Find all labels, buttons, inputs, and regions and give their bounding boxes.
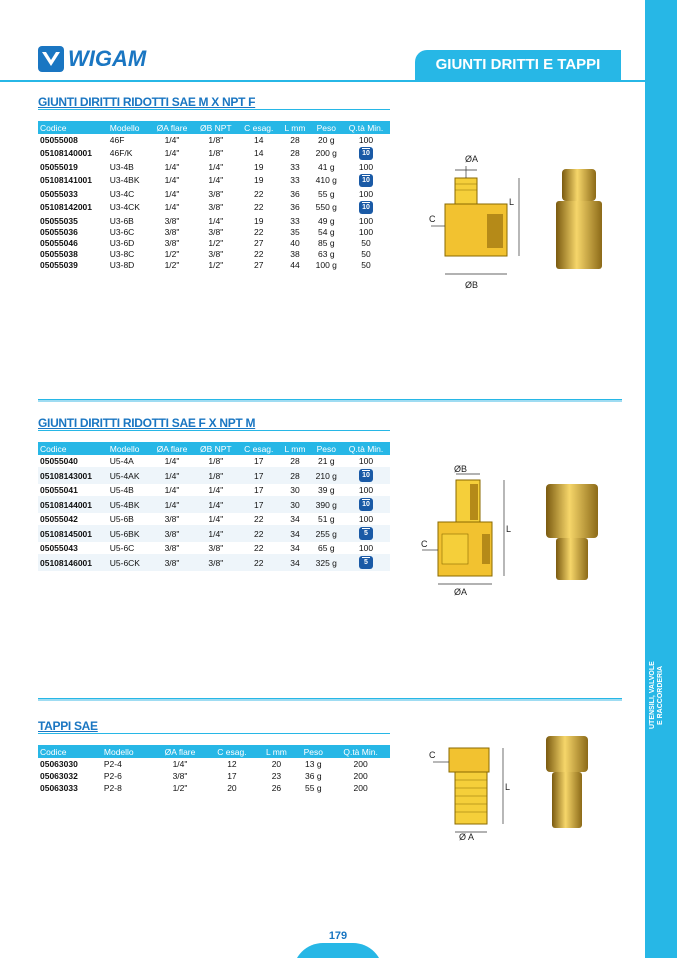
table-cell: 1/4" [208, 175, 224, 185]
column-header: L mm [279, 442, 310, 455]
product-code: 05055036 [40, 226, 78, 237]
table-cell: 410 g [315, 175, 337, 185]
product-code: 05063032 [40, 771, 78, 781]
table-cell: 54 g [318, 226, 335, 237]
brand-logo [38, 44, 146, 74]
pack-quantity-badge-cell [342, 172, 390, 188]
label-a: ØA [454, 587, 468, 597]
table-cell: 1/2" [172, 783, 188, 793]
table-cell: 21 g [318, 456, 335, 466]
column-header: Peso [311, 442, 342, 455]
table-cell: U3-4CK [109, 202, 140, 212]
label-b: ØB [454, 464, 468, 474]
table-cell: 100 [358, 514, 374, 524]
label-l: L [506, 524, 512, 534]
table-cell: P2-4 [103, 759, 122, 769]
table-cell: U3-8C [109, 248, 135, 259]
table-cell: 100 g [315, 259, 337, 270]
product-code: 05055042 [40, 514, 78, 524]
product-code: 05055046 [40, 237, 78, 248]
table-cell: 36 [290, 188, 300, 199]
table-cell: 3/8" [208, 543, 224, 553]
table-row [38, 467, 390, 484]
drawing-thread [482, 534, 490, 564]
label-a: Ø A [459, 832, 475, 842]
product-code: 05055038 [40, 248, 78, 259]
product-photo-1 [548, 165, 610, 273]
table-cell: 100 [358, 485, 374, 495]
table-row [38, 513, 390, 525]
product-code: 05108144001 [38, 496, 108, 513]
drawing-section-3 [425, 740, 525, 845]
table-cell: 200 g [315, 148, 337, 158]
table-cell: 50 [361, 237, 371, 248]
label-a: ØA [465, 154, 479, 164]
pack-badge-icon: 10 [359, 201, 373, 214]
table-cell: 22 [254, 543, 264, 553]
table-cell: P2-8 [103, 783, 122, 793]
drawing-head [449, 748, 489, 772]
table-cell: 22 [238, 554, 279, 571]
table-cell: 100 [358, 456, 374, 466]
section-title-3: TAPPI SAE [38, 719, 98, 733]
table-cell: 50 [361, 259, 371, 270]
table-cell: 1/2" [208, 237, 224, 248]
pack-badge-icon: 10 [359, 174, 373, 187]
table-cell: 28 [290, 134, 300, 145]
product-code: 05055019 [40, 161, 78, 172]
column-header: Q.tà Min. [342, 442, 390, 455]
column-header: Modello [102, 745, 154, 758]
table-cell: 1/2" [164, 248, 180, 259]
table-cell: 1/4" [208, 161, 224, 172]
table-row [38, 134, 390, 145]
pack-quantity-badge-cell [342, 525, 390, 542]
column-header: Codice [38, 442, 108, 455]
table-cell: 26 [271, 783, 282, 793]
table-cell: 3/8" [208, 226, 224, 237]
table-row [38, 525, 390, 542]
column-header: ØA flare [153, 745, 206, 758]
table-header [38, 121, 390, 134]
section-rule-1 [38, 109, 390, 110]
table-cell: 49 g [318, 215, 335, 226]
side-strip [645, 0, 677, 958]
table-cell: 34 [290, 514, 300, 524]
table-row [38, 188, 390, 199]
product-code: 05108146001 [38, 554, 108, 571]
table-cell: 63 g [318, 248, 335, 259]
table-row [38, 145, 390, 161]
column-header: L mm [257, 745, 295, 758]
product-code: 05055039 [40, 259, 78, 270]
table-cell: 27 [254, 237, 264, 248]
table-cell: 35 [290, 226, 300, 237]
section-title-2: GIUNTI DIRITTI RIDOTTI SAE F X NPT M [38, 416, 256, 430]
table-cell: 19 [254, 215, 264, 226]
product-code: 05055040 [40, 456, 78, 466]
table-cell: 200 [353, 759, 368, 769]
table-cell: 41 g [318, 161, 335, 172]
table-cell: 1/4" [164, 175, 180, 185]
table-cell: 22 [238, 525, 279, 542]
pack-badge-icon: 10 [359, 147, 373, 160]
column-header: C esag. [238, 442, 279, 455]
product-code: 05108142001 [40, 202, 93, 212]
table-cell: 46F [109, 134, 125, 145]
table-cell: 3/8" [164, 543, 180, 553]
page-tab [293, 943, 383, 958]
column-header: C esag. [238, 121, 279, 134]
table-cell: U5-4A [109, 456, 134, 466]
table-cell: 22 [254, 514, 264, 524]
product-table-3 [38, 745, 390, 794]
table-cell: 40 [290, 237, 300, 248]
table-cell: 255 g [311, 525, 342, 542]
column-header: L mm [279, 121, 310, 134]
table-cell: U5-4BK [108, 496, 151, 513]
table-cell: 17 [238, 496, 279, 513]
table-cell: U3-6B [109, 215, 134, 226]
table-cell: 1/4" [150, 467, 193, 484]
table-cell: 46F/K [109, 148, 133, 158]
column-header: Modello [108, 121, 151, 134]
table-cell: 22 [254, 226, 264, 237]
column-header: Q.tà Min. [342, 121, 390, 134]
table-cell: 22 [254, 188, 264, 199]
table-cell: 1/4" [164, 485, 180, 495]
table-cell: 28 [279, 467, 310, 484]
table-cell: 38 [290, 248, 300, 259]
table-cell: U3-4BK [109, 175, 140, 185]
table-cell: 20 [227, 783, 237, 793]
table-cell: 50 [361, 248, 371, 259]
table-cell: 3/8" [208, 188, 224, 199]
table-cell: U3-4C [109, 188, 135, 199]
table-cell: 30 [279, 496, 310, 513]
pack-badge-icon: 10 [359, 498, 373, 511]
table-cell: U5-4B [109, 485, 134, 495]
table-cell: 1/4" [194, 496, 238, 513]
section-title-1: GIUNTI DIRITTI RIDOTTI SAE M X NPT F [38, 95, 256, 109]
product-code: 05108145001 [38, 525, 108, 542]
table-cell: 14 [254, 148, 264, 158]
column-header: Codice [38, 121, 108, 134]
table-cell: U5-6B [109, 514, 134, 524]
table-cell: 100 [358, 161, 374, 172]
product-photo-3 [540, 732, 594, 832]
product-code: 05063033 [40, 783, 78, 793]
label-c: C [429, 750, 436, 760]
pack-quantity-badge-cell [342, 554, 390, 571]
table-cell: 34 [279, 525, 310, 542]
table-cell: 17 [254, 456, 264, 466]
table-row [38, 455, 390, 467]
table-header [38, 745, 390, 758]
section-rule-2 [38, 430, 390, 431]
table-cell: 55 g [305, 783, 322, 793]
table-cell: 39 g [318, 485, 335, 495]
table-cell: 550 g [315, 202, 337, 212]
table-cell: 22 [254, 202, 264, 212]
table-row [38, 758, 390, 770]
column-header: Modello [108, 442, 151, 455]
table-cell: 1/4" [164, 188, 180, 199]
table-cell: 28 [290, 148, 300, 158]
table-cell: 23 [271, 771, 282, 781]
table-row [38, 542, 390, 554]
table-cell: 27 [254, 259, 264, 270]
label-b: ØB [465, 280, 479, 290]
table-cell: 17 [254, 485, 264, 495]
table-cell: 44 [290, 259, 300, 270]
table-cell: 3/8" [150, 525, 193, 542]
table-cell: 100 [358, 188, 374, 199]
table-cell: U3-8D [109, 259, 135, 270]
label-l: L [505, 782, 511, 792]
table-cell: 1/4" [150, 496, 193, 513]
table-cell: 30 [290, 485, 300, 495]
table-cell: 33 [290, 161, 300, 172]
table-cell: 3/8" [172, 771, 188, 781]
pack-badge-icon: 5 [359, 527, 373, 540]
table-cell: 100 [358, 134, 374, 145]
table-cell: 3/8" [164, 514, 180, 524]
title-rule [0, 80, 645, 82]
brand-name: WIGAM [68, 46, 147, 71]
table-cell: 1/8" [208, 456, 224, 466]
table-cell: 3/8" [208, 202, 224, 212]
table-cell: 1/8" [208, 148, 224, 158]
table-cell: 1/4" [164, 134, 180, 145]
table-cell: 51 g [318, 514, 335, 524]
table-cell: 13 g [305, 759, 322, 769]
table-cell: 22 [254, 248, 264, 259]
column-header: ØA flare [150, 121, 193, 134]
table-cell: 1/4" [194, 525, 238, 542]
table-cell: 34 [279, 554, 310, 571]
table-cell: 3/8" [194, 554, 238, 571]
table-cell: 1/2" [164, 259, 180, 270]
table-row [38, 496, 390, 513]
label-c: C [421, 539, 428, 549]
table-cell: 200 [353, 771, 368, 781]
column-header: Q.tà Min. [331, 745, 390, 758]
table-cell: U3-6C [109, 226, 135, 237]
drawing-section-2 [420, 460, 530, 600]
table-cell: U5-4AK [108, 467, 151, 484]
table-cell: 36 g [305, 771, 322, 781]
table-cell: 100 [358, 543, 374, 553]
table-cell: 3/8" [164, 226, 180, 237]
column-header: ØB NPT [194, 442, 238, 455]
drawing-nose [455, 178, 477, 204]
product-code: 05055008 [40, 134, 78, 145]
table-cell: 100 [358, 215, 374, 226]
page-number: 179 [328, 930, 348, 942]
column-header: Peso [311, 121, 342, 134]
table-cell: 33 [290, 215, 300, 226]
table-cell: 12 [227, 759, 237, 769]
product-code: 05055035 [40, 215, 78, 226]
table-cell: 19 [254, 175, 264, 185]
table-cell: 19 [254, 161, 264, 172]
pack-badge-icon: 10 [359, 469, 373, 482]
table-cell: 34 [290, 543, 300, 553]
pack-quantity-badge-cell [342, 199, 390, 215]
table-cell: 14 [254, 134, 264, 145]
table-cell: 1/4" [172, 759, 188, 769]
pack-badge-icon: 5 [359, 556, 373, 569]
table-cell: 55 g [318, 188, 335, 199]
table-row [38, 554, 390, 571]
table-row [38, 199, 390, 215]
table-cell: 3/8" [164, 237, 180, 248]
table-cell: 200 [353, 783, 368, 793]
product-code: 05108141001 [40, 175, 93, 185]
table-row [38, 782, 390, 794]
table-cell: U5-6BK [108, 525, 151, 542]
table-cell: 1/4" [164, 161, 180, 172]
side-label: UTENSILI, VALVOLE E RACCORDERIA [649, 661, 664, 729]
section-divider-1 [38, 399, 622, 402]
table-cell: 1/4" [164, 202, 180, 212]
table-row [38, 215, 390, 226]
table-row [38, 259, 390, 270]
pack-quantity-badge-cell [342, 467, 390, 484]
wigam-logo-icon [38, 46, 64, 72]
table-cell: 28 [290, 456, 300, 466]
column-header: ØB NPT [194, 121, 238, 134]
column-header: Codice [38, 745, 102, 758]
table-cell: 1/8" [208, 134, 224, 145]
table-cell: 17 [227, 771, 237, 781]
product-code: 05055043 [40, 543, 78, 553]
table-cell: 1/2" [208, 259, 224, 270]
table-cell: 1/4" [208, 215, 224, 226]
product-code: 05055033 [40, 188, 78, 199]
table-header [38, 442, 390, 455]
table-cell: 65 g [318, 543, 335, 553]
table-cell: 85 g [318, 237, 335, 248]
table-row [38, 484, 390, 496]
drawing-section-1 [425, 150, 535, 295]
table-cell: U5-6C [109, 543, 135, 553]
pack-quantity-badge-cell [342, 145, 390, 161]
table-cell: 210 g [311, 467, 342, 484]
table-row [38, 172, 390, 188]
table-row [38, 161, 390, 172]
table-cell: 3/8" [208, 248, 224, 259]
product-table-1 [38, 121, 390, 270]
product-code: 05108140001 [40, 148, 93, 158]
table-cell: 33 [290, 175, 300, 185]
product-code: 05108143001 [38, 467, 108, 484]
table-cell: 36 [290, 202, 300, 212]
table-cell: U5-6CK [108, 554, 151, 571]
label-c: C [429, 214, 436, 224]
table-row [38, 770, 390, 782]
table-cell: 20 g [318, 134, 335, 145]
table-cell: 20 [271, 759, 282, 769]
product-code: 05063030 [40, 759, 78, 769]
table-cell: 1/8" [194, 467, 238, 484]
drawing-thread [487, 214, 503, 248]
table-row [38, 248, 390, 259]
table-cell: 100 [358, 226, 374, 237]
table-cell: 390 g [311, 496, 342, 513]
table-cell: P2-6 [103, 771, 122, 781]
table-cell: 17 [238, 467, 279, 484]
table-row [38, 237, 390, 248]
pack-quantity-badge-cell [342, 496, 390, 513]
table-cell: 1/4" [164, 456, 180, 466]
section-rule-3 [38, 733, 390, 734]
page-title: GIUNTI DRITTI E TAPPI [415, 50, 621, 80]
table-cell: U3-4B [109, 161, 134, 172]
column-header: Peso [295, 745, 331, 758]
section-divider-2 [38, 698, 622, 701]
column-header: C esag. [207, 745, 258, 758]
label-l: L [509, 197, 515, 207]
product-code: 05055041 [40, 485, 78, 495]
table-cell: 3/8" [164, 215, 180, 226]
table-cell: 3/8" [150, 554, 193, 571]
column-header: ØA flare [150, 442, 193, 455]
table-cell: 1/4" [164, 148, 180, 158]
table-row [38, 226, 390, 237]
table-cell: 1/4" [208, 485, 224, 495]
table-cell: 325 g [311, 554, 342, 571]
table-cell: 1/4" [208, 514, 224, 524]
product-photo-2 [540, 478, 604, 584]
product-table-2 [38, 442, 390, 571]
table-cell: U3-6D [109, 237, 135, 248]
